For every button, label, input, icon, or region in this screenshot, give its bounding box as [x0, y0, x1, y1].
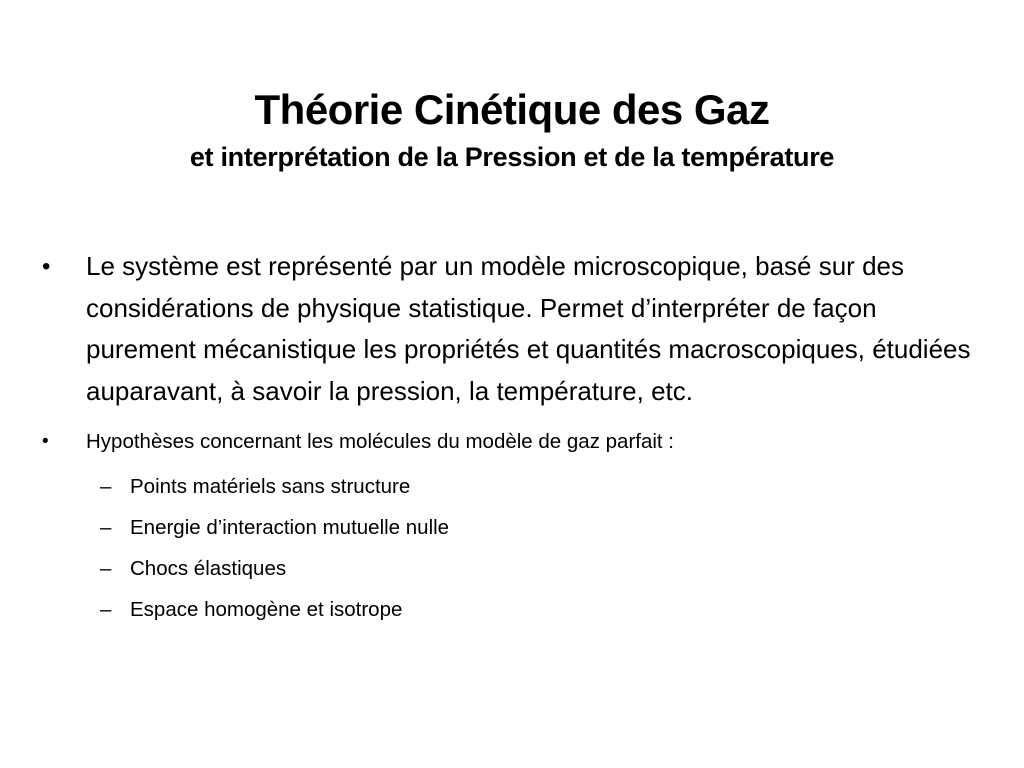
slide-content: [42, 246, 982, 630]
dash-icon: –: [100, 598, 112, 621]
dash-icon: –: [100, 516, 112, 539]
bullet-icon: •: [42, 431, 49, 452]
bullet-text: Hypothèses concernant les molécules du modèle de gaz parfait :: [86, 430, 675, 453]
slide-subtitle: et interprétation de la Pression et de la température: [189, 142, 835, 172]
bullet-item: [42, 426, 982, 458]
sub-bullet-text: Chocs élastiques: [130, 557, 287, 580]
slide-title: Théorie Cinétique des Gaz: [254, 86, 770, 133]
dash-icon: –: [100, 475, 112, 498]
sub-bullet-text: Espace homogène et isotrope: [130, 598, 403, 621]
title-block: [0, 84, 1024, 176]
sub-bullet-item: [100, 466, 982, 507]
sub-bullet-text: Points matériels sans structure: [130, 475, 411, 498]
bullet-icon: •: [42, 253, 51, 280]
sub-bullet-list: [100, 466, 982, 630]
dash-icon: –: [100, 557, 112, 580]
sub-bullet-item: [100, 589, 982, 630]
bullet-item: [42, 246, 982, 412]
sub-bullet-item: [100, 507, 982, 548]
sub-bullet-text: Energie d’interaction mutuelle nulle: [130, 516, 450, 539]
sub-bullet-item: [100, 548, 982, 589]
bullet-text: Le système est représenté par un modèle microscopique, basé sur des considérations de physique statistique. Permet d’interpréter de façon purement mécanistique les propriétés et quantités macroscopiques, étudiées auparavant, à savoir la pression, la température, etc.: [86, 251, 971, 406]
